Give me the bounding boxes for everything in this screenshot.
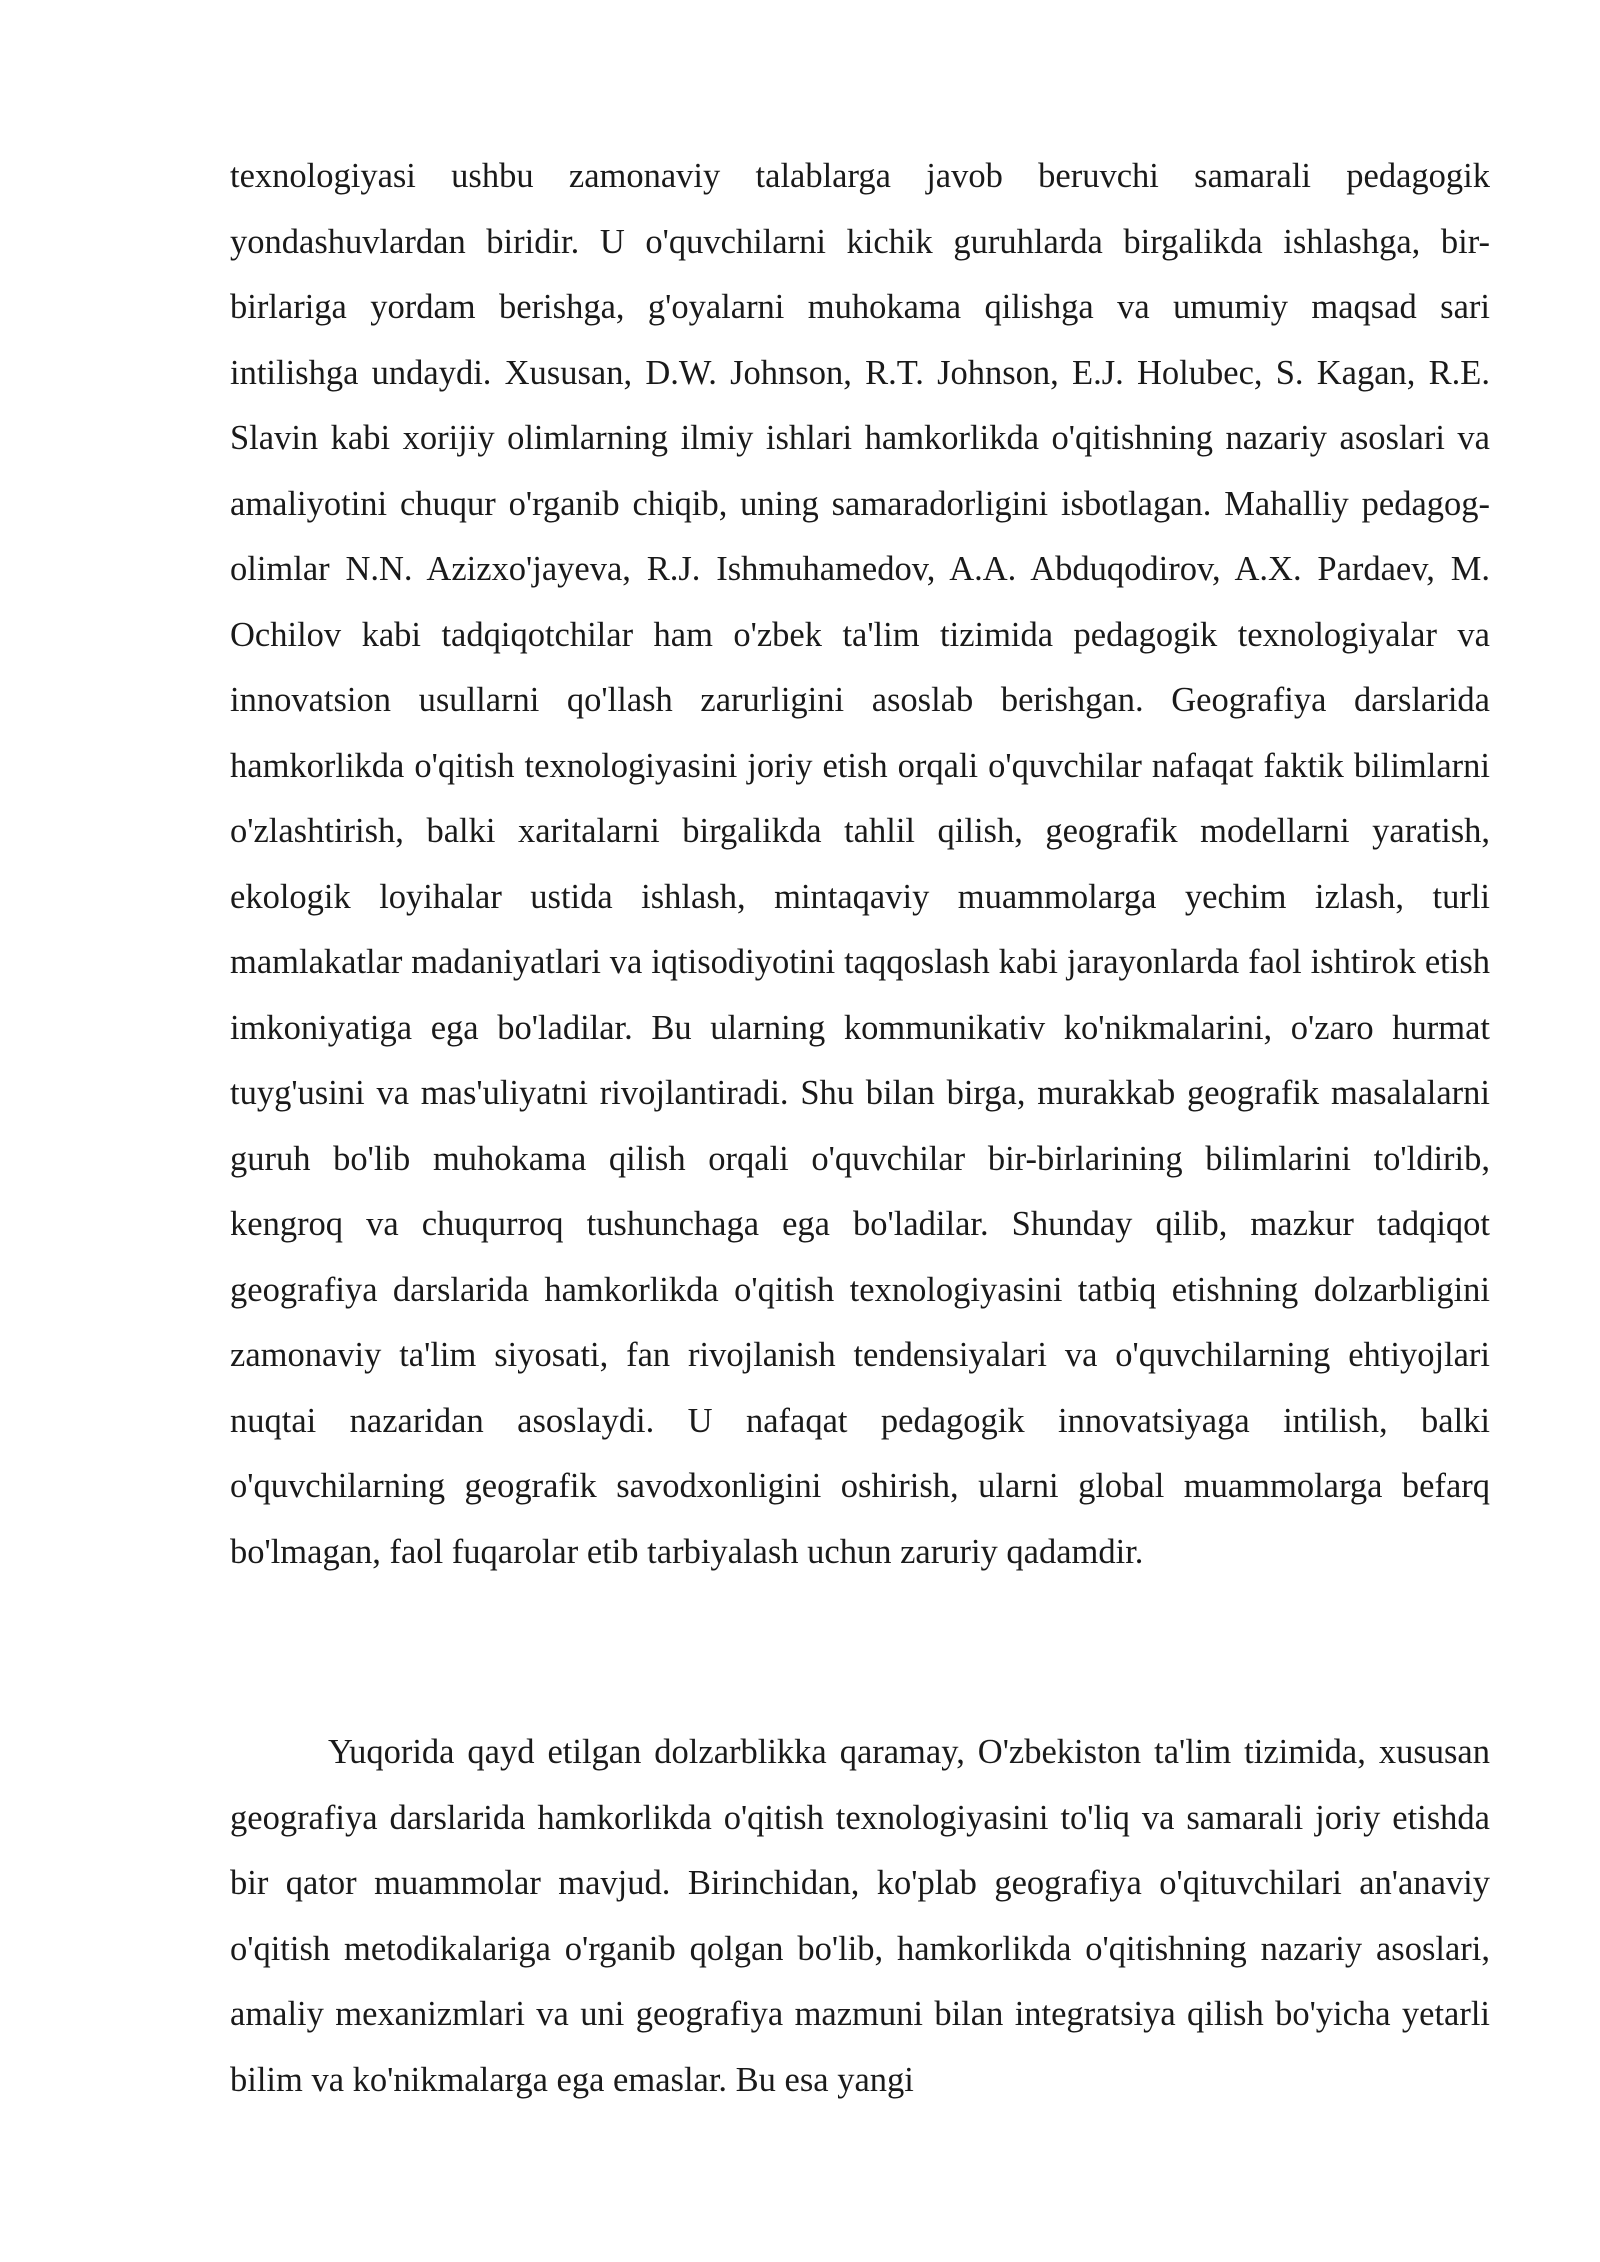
body-paragraph-1: texnologiyasi ushbu zamonaviy talablarga javob beruvchi samarali pedagogik yondashuvlardan biridir. U o'quvchilarni kichik guruhlarda birgalikda ishlashga, bir-birlariga yordam berishga, g'oyalarni muhokama qilishga va umumiy maqsad sari intilishga undaydi. Xususan, D.W. Johnson, R.T. Johnson, E.J. Holubec, S. Kagan, R.E. Slavin kabi xorijiy olimlarning ilmiy ishlari hamkorlikda o'qitishning nazariy asoslari va amaliyotini chuqur o'rganib chiqib, uning samaradorligini isbotlagan. Mahalliy pedagog-olimlar N.N. Azizxo'jayeva, R.J. Ishmuhamedov, A.A. Abduqodirov, A.X. Pardaev, M. Ochilov kabi tadqiqotchilar ham o'zbek ta'lim tizimida pedagogik texnologiyalar va innovatsion usullarni qo'llash zarurligini asoslab berishgan. Geografiya darslarida hamkorlikda o'qitish texnologiyasini joriy etish orqali o'quvchilar nafaqat faktik bilimlarni o'zlashtirish, balki xaritalarni birgalikda tahlil qilish, geografik modellarni yaratish, ekologik loyihalar ustida ishlash, mintaqaviy muammolarga yechim izlash, turli mamlakatlar madaniyatlari va iqtisodiyotini taqqoslash kabi jarayonlarda faol ishtirok etish imkoniyatiga ega bo'ladilar. Bu ularning kommunikativ ko'nikmalarini, o'zaro hurmat tuyg'usini va mas'uliyatni rivojlantiradi. Shu bilan birga, murakkab geografik masalalarni guruh bo'lib muhokama qilish orqali o'quvchilar bir-birlarining bilimlarini to'ldirib, kengroq va chuqurroq tushunchaga ega bo'ladilar. Shunday qilib, mazkur tadqiqot geografiya darslarida hamkorlikda o'qitish texnologiyasini tatbiq etishning dolzarbligini zamonaviy ta'lim siyosati, fan rivojlanish tendensiyalari va o'quvchilarning ehtiyojlari nuqtai nazaridan asoslaydi. U nafaqat pedagogik innovatsiyaga intilish, balki o'quvchilarning geografik savodxonligini oshirish, ularni global muammolarga befarq bo'lmagan, faol fuqarolar etib tarbiyalash uchun zaruriy qadamdir. — [230, 157, 1490, 1571]
body-paragraph-2: Yuqorida qayd etilgan dolzarblikka qaramay, O'zbekiston ta'lim tizimida, xususan geografiya darslarida hamkorlikda o'qitish texnologiyasini to'liq va samarali joriy etishda bir qator muammolar mavjud. Birinchidan, ko'plab geografiya o'qituvchilari an'anaviy o'qitish metodikalariga o'rganib qolgan bo'lib, hamkorlikda o'qitishning nazariy asoslari, amaliy mexanizmlari va uni geografiya mazmuni bilan integratsiya qilish bo'yicha yetarli bilim va ko'nikmalarga ega emaslar. Bu esa yangi — [230, 1733, 1490, 2099]
